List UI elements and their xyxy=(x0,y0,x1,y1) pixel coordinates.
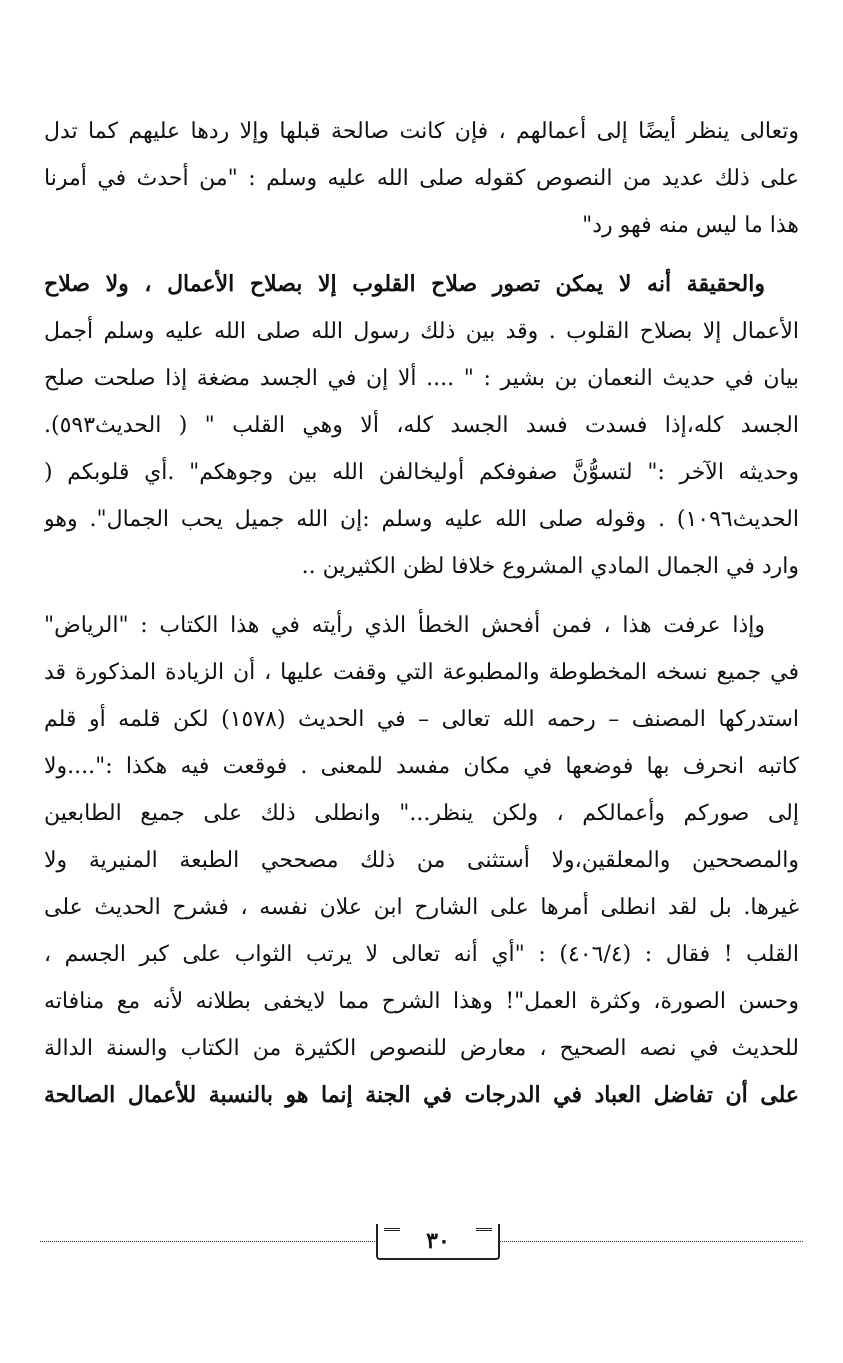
body-line: الأعمال إلا بصلاح القلوب . وقد بين ذلك رسول الله صلى الله عليه وسلم أجمل xyxy=(44,319,799,344)
body-line: والحقيقة أنه لا يمكن تصور صلاح القلوب إلا بصلاح الأعمال ، ولا صلاح xyxy=(44,271,765,297)
paragraph-gap xyxy=(44,590,799,602)
body-line: الحديث١٠٩٦) . وقوله صلى الله عليه وسلم :إن الله جميل يحب الجمال". وهو xyxy=(44,507,799,532)
body-line: استدركها المصنف – رحمه الله تعالى – في الحديث (١٥٧٨) لكن قلمه أو قلم xyxy=(44,707,799,732)
body-line: هذا ما ليس منه فهو رد" xyxy=(582,213,799,238)
body-line: وتعالى ينظر أيضًا إلى أعمالهم ، فإن كانت صالحة قبلها وإلا ردها عليهم كما تدل xyxy=(44,119,799,144)
body-line: غيرها. بل لقد انطلى أمرها على الشارح ابن علان نفسه ، فشرح الحديث على xyxy=(44,895,799,920)
body-line: بيان في حديث النعمان بن بشير : " .... ألا إن في الجسد مضغة إذا صلحت صلح xyxy=(44,366,799,391)
body-line: وحديثه الآخر :" لتسوُّنَّ صفوفكم أوليخالفن الله بين وجوهكم" .أي قلوبكم ( xyxy=(44,460,799,485)
body-line: والمصححين والمعلقين،ولا أستثنى من ذلك مصححي الطبعة المنيرية ولا xyxy=(44,848,799,873)
body-line: وحسن الصورة، وكثرة العمل"! وهذا الشرح مما لايخفى بطلانه لأنه مع منافاته xyxy=(44,989,799,1014)
body-line: كاتبه انحرف بها فوضعها في مكان مفسد للمعنى . فوقعت فيه هكذا :"....ولا xyxy=(44,754,799,779)
page-number-ornament xyxy=(376,1224,500,1260)
body-line: في جميع نسخه المخطوطة والمطبوعة التي وقفت عليها ، أن الزيادة المذكورة قد xyxy=(44,660,799,685)
page-body-text xyxy=(44,108,799,1119)
body-line: وإذا عرفت هذا ، فمن أفحش الخطأ الذي رأيته في هذا الكتاب : "الرياض" xyxy=(44,613,765,638)
body-line: على أن تفاضل العباد في الدرجات في الجنة إنما هو بالنسبة للأعمال الصالحة xyxy=(44,1082,799,1108)
page-number: ٣٠ xyxy=(426,1228,450,1254)
page-footer xyxy=(40,1224,803,1264)
body-line: وارد في الجمال المادي المشروع خلافا لظن الكثيرين .. xyxy=(301,554,799,579)
body-line: للحديث في نصه الصحيح ، معارض للنصوص الكثيرة من الكتاب والسنة الدالة xyxy=(44,1036,799,1061)
paragraph-gap xyxy=(44,249,799,261)
body-line: على ذلك عديد من النصوص كقوله صلى الله عليه وسلم : "من أحدث في أمرنا xyxy=(44,166,799,191)
body-line: إلى صوركم وأعمالكم ، ولكن ينظر..." وانطلى ذلك على جميع الطابعين xyxy=(44,801,799,826)
body-line: القلب ! فقال : (٤٠٦/٤) : "أي أنه تعالى لا يرتب الثواب على كبر الجسم ، xyxy=(44,942,799,967)
body-line: الجسد كله،إذا فسدت فسد الجسد كله، ألا وهي القلب " ( الحديث٥٩٣). xyxy=(44,413,799,438)
